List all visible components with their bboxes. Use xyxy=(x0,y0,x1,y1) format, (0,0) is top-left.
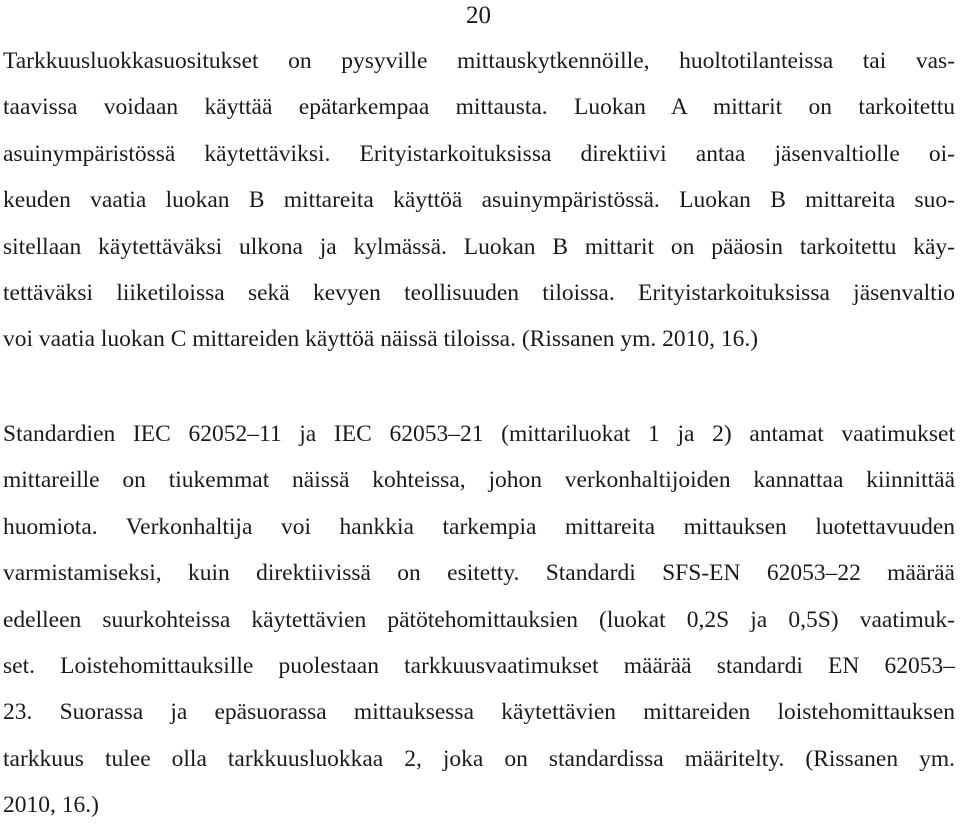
text-line: mittareille on tiukemmat näissä kohteissa, johon verkonhaltijoiden kannattaa kiinnittää xyxy=(3,467,955,494)
text-line: set. Loistehomittauksille puolestaan tarkkuusvaatimukset määrää standardi EN 62053– xyxy=(3,653,955,680)
text-line: taavissa voidaan käyttää epätarkempaa mittausta. Luokan A mittarit on tarkoitettu xyxy=(3,94,955,121)
text-line: sitellaan käytettäväksi ulkona ja kylmässä. Luokan B mittarit on pääosin tarkoitettu käy- xyxy=(3,233,955,260)
text-line: tarkkuus tulee olla tarkkuusluokkaa 2, joka on standardissa määritelty. (Rissanen ym. xyxy=(3,745,955,772)
text-line: Standardien IEC 62052–11 ja IEC 62053–21 (mittariluokat 1 ja 2) antamat vaatimukset xyxy=(3,421,955,447)
text-line: voi vaatia luokan C mittareiden käyttöä näissä tiloissa. (Rissanen ym. 2010, 16.) xyxy=(3,326,759,353)
paragraph-1 xyxy=(3,38,955,363)
text-line: tettäväksi liiketiloissa sekä kevyen teollisuuden tiloissa. Erityistarkoituksissa jäsenvaltio xyxy=(3,280,955,307)
paragraph-2 xyxy=(3,411,955,829)
text-line: huomiota. Verkonhaltija voi hankkia tarkempia mittareita mittauksen luotettavuuden xyxy=(3,513,955,540)
text-line: varmistamiseksi, kuin direktiivissä on esitetty. Standardi SFS-EN 62053–22 määrää xyxy=(3,560,955,587)
text-line: 23. Suorassa ja epäsuorassa mittauksessa käytettävien mittareiden loistehomittauksen xyxy=(3,699,955,726)
text-line: edelleen suurkohteissa käytettävien pätötehomittauksien (luokat 0,2S ja 0,5S) vaatimuk- xyxy=(3,606,955,633)
page-number: 20 xyxy=(466,2,491,29)
text-line: Tarkkuusluokkasuositukset on pysyville mittauskytkennöille, huoltotilanteissa tai vas- xyxy=(3,48,955,74)
text-line: asuinympäristössä käytettäviksi. Erityistarkoituksissa direktiivi antaa jäsenvaltiolle oi- xyxy=(3,140,955,167)
text-line: 2010, 16.) xyxy=(3,792,99,819)
text-line: keuden vaatia luokan B mittareita käyttöä asuinympäristössä. Luokan B mittareita suo- xyxy=(3,187,955,214)
